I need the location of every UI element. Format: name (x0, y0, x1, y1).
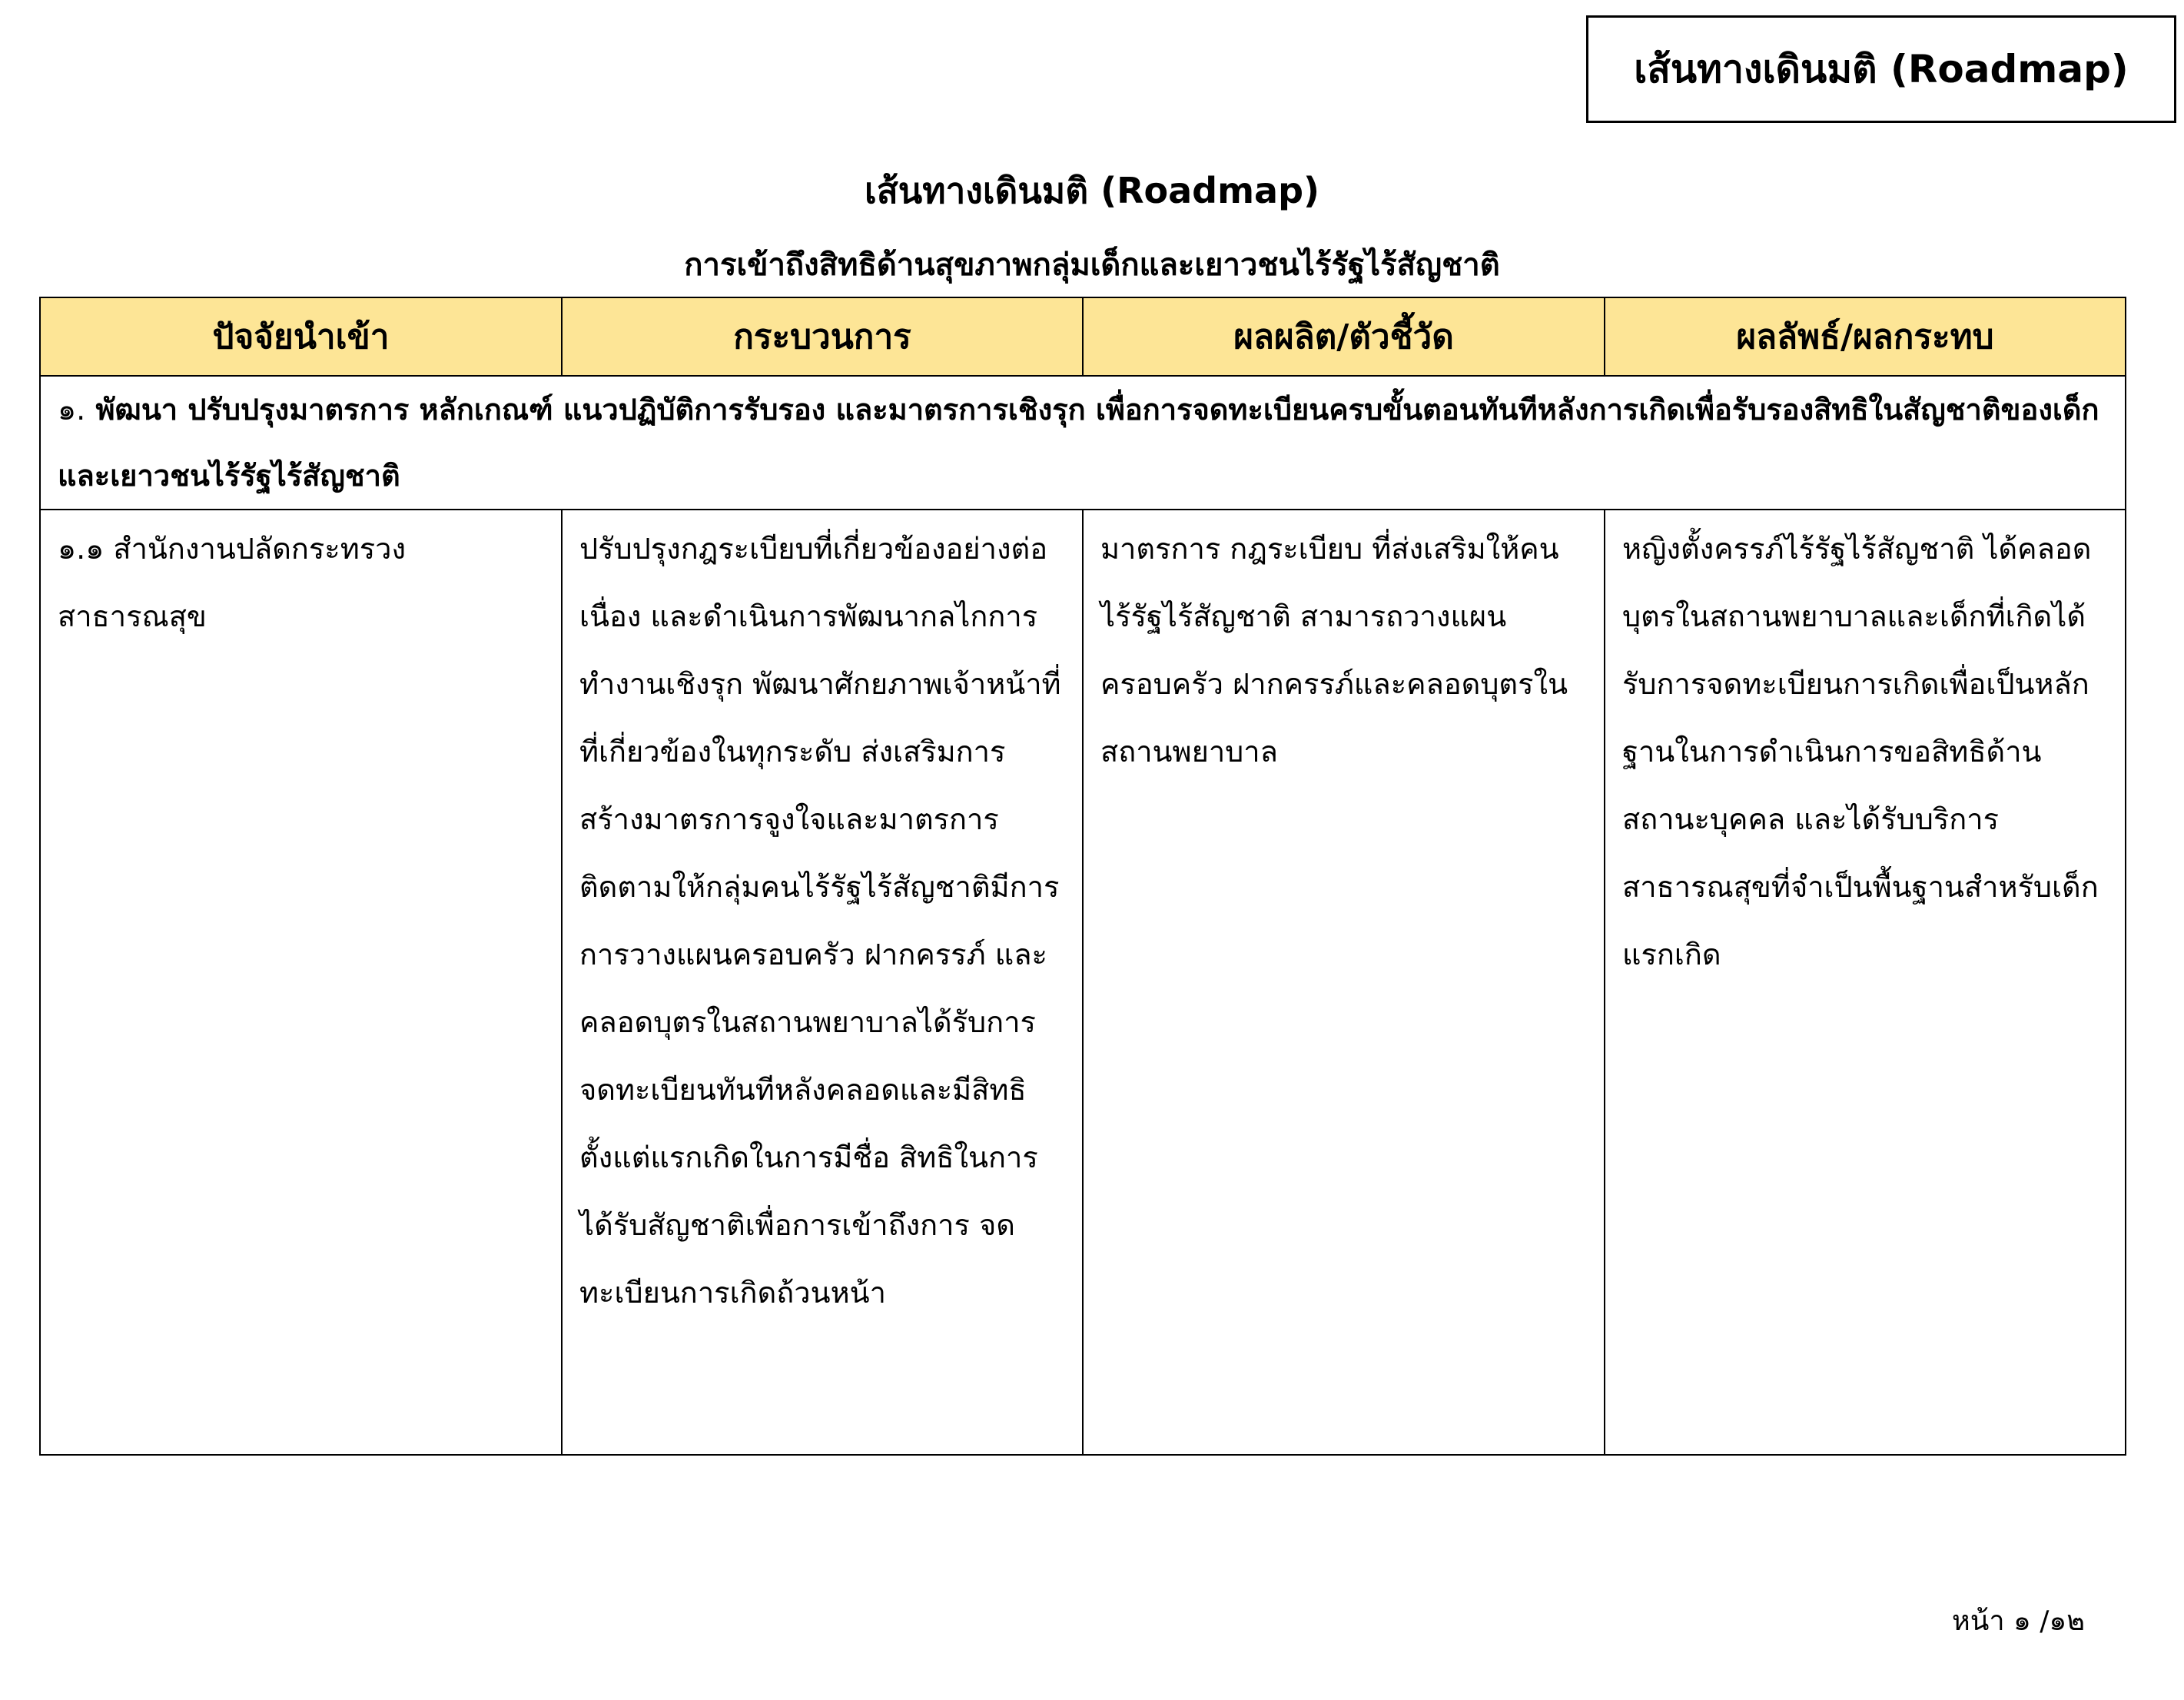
header-outcome: ผลลัพธ์/ผลกระทบ (1605, 297, 2126, 376)
header-process: กระบวนการ (562, 297, 1083, 376)
section-number: ๑. (58, 393, 86, 427)
cell-process (562, 510, 1083, 1455)
roadmap-table (39, 297, 2126, 1456)
cell-output-text: มาตรการ กฎระเบียบ ที่ส่งเสริมให้คนไร้รัฐไร้สัญชาติ สามารถวางแผนครอบครัว ฝากครรภ์และคลอดบุตรในสถานพยาบาล (1100, 532, 1568, 769)
header-input: ปัจจัยนำเข้า (40, 297, 562, 376)
document-subtitle: การเข้าถึงสิทธิด้านสุขภาพกลุ่มเด็กและเยาวชนไร้รัฐไร้สัญชาติ (684, 247, 1500, 283)
section-row (40, 376, 2126, 510)
cell-input (40, 510, 562, 1455)
document-title: เส้นทางเดินมติ (Roadmap) (864, 170, 1320, 211)
roadmap-label-text: เส้นทางเดินมติ (Roadmap) (1634, 46, 2129, 91)
roadmap-label-box (1586, 15, 2176, 123)
page-number: หน้า ๑ /๑๒ (1952, 1605, 2086, 1637)
section-text: พัฒนา ปรับปรุงมาตรการ หลักเกณฑ์ แนวปฏิบัติการรับรอง และมาตรการเชิงรุก เพื่อการจดทะเบียนครบขั้นตอนทันทีหลังการเกิดเพื่อรับรองสิทธิในสัญชาติของเด็กและเยาวชนไร้รัฐไร้สัญชาติ (58, 393, 2099, 493)
table-row (40, 510, 2126, 1455)
cell-process-text: ปรับปรุงกฎระเบียบที่เกี่ยวข้องอย่างต่อเนื่อง และดำเนินการพัฒนากลไกการทำงานเชิงรุก พัฒนาศักยภาพเจ้าหน้าที่ที่เกี่ยวข้องในทุกระดับ ส่งเสริมการสร้างมาตรการจูงใจและมาตรการติดตามให้กลุ่มคนไร้รัฐไร้สัญชาติมีการการวางแผนครอบครัว ฝากครรภ์ และคลอดบุตรในสถานพยาบาลได้รับการจดทะเบียนทันทีหลังคลอดและมีสิทธิตั้งแต่แรกเกิดในการมีชื่อ สิทธิในการได้รับสัญชาติเพื่อการเข้าถึงการ จดทะเบียนการเกิดถ้วนหน้า (579, 532, 1061, 1310)
header-output: ผลผลิต/ตัวชี้วัด (1083, 297, 1605, 376)
cell-outcome (1605, 510, 2126, 1455)
cell-outcome-text: หญิงตั้งครรภ์ไร้รัฐไร้สัญชาติ ได้คลอดบุตรในสถานพยาบาลและเด็กที่เกิดได้รับการจดทะเบียนการเกิดเพื่อเป็นหลักฐานในการดำเนินการขอสิทธิด้านสถานะบุคคล และได้รับบริการสาธารณสุขที่จำเป็นพื้นฐานสำหรับเด็กแรกเกิด (1622, 532, 2099, 971)
section-heading (40, 376, 2126, 510)
cell-output (1083, 510, 1605, 1455)
table-header-row (40, 297, 2126, 376)
cell-input-text: ๑.๑ สำนักงานปลัดกระทรวงสาธารณสุข (58, 532, 407, 633)
